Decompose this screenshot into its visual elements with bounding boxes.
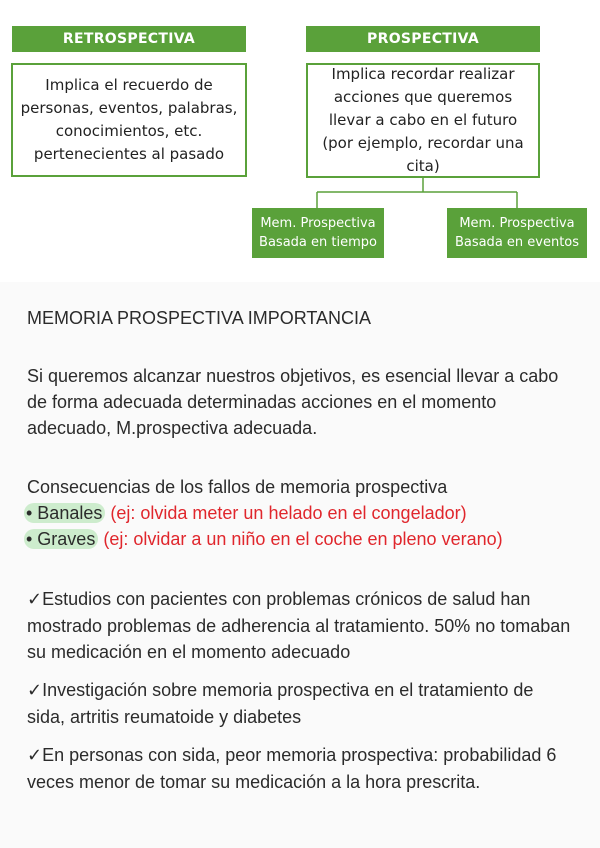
bullet-label-trivial: • Banales xyxy=(24,503,105,523)
prosp-desc-line: cita) xyxy=(406,157,440,175)
check-icon: ✓ xyxy=(27,745,43,766)
bullet-example-trivial: (ej: olvida meter un helado en el congelador) xyxy=(110,503,467,523)
bullet-item xyxy=(27,500,575,526)
check-text: Investigación sobre memoria prospectiva en el tratamiento de sida, artritis reumatoide y diabetes xyxy=(27,680,534,727)
retro-desc-line: personas, eventos, palabras, xyxy=(20,99,238,117)
retrospective-description xyxy=(11,63,247,177)
prosp-desc-line: (por ejemplo, recordar una xyxy=(322,134,524,152)
event-based-box: Mem. Prospectiva Basada en eventos xyxy=(447,208,587,258)
check-item xyxy=(27,742,575,795)
check-item xyxy=(27,586,575,665)
prosp-desc-line: llevar a cabo en el futuro xyxy=(328,111,518,129)
prospective-header: PROSPECTIVA xyxy=(306,26,540,52)
time-based-box: Mem. Prospectiva Basada en tiempo xyxy=(252,208,384,258)
prosp-desc-line: Implica recordar realizar xyxy=(331,65,515,83)
section-title: MEMORIA PROSPECTIVA IMPORTANCIA xyxy=(27,308,372,328)
bullet-item xyxy=(27,526,575,552)
retrospective-header: RETROSPECTIVA xyxy=(12,26,246,52)
prosp-desc-line: acciones que queremos xyxy=(333,88,513,106)
bullet-example-severe: (ej: olvidar a un niño en el coche en pleno verano) xyxy=(103,529,503,549)
retro-desc-line: conocimientos, etc. xyxy=(55,122,203,140)
check-icon: ✓ xyxy=(27,589,43,610)
retro-desc-line: pertenecientes al pasado xyxy=(33,145,225,163)
prospective-description xyxy=(306,63,540,178)
check-icon: ✓ xyxy=(27,680,43,701)
intro-paragraph: Si queremos alcanzar nuestros objetivos, es esencial llevar a cabo de forma adecuada determinadas acciones en el momento adecuado, M.prospectiva adecuada. xyxy=(27,366,559,438)
consequences-heading: Consecuencias de los fallos de memoria prospectiva xyxy=(27,477,448,497)
retro-desc-line: Implica el recuerdo de xyxy=(45,76,213,94)
notes-content xyxy=(27,305,575,795)
check-item xyxy=(27,677,575,730)
check-text: En personas con sida, peor memoria prospectiva: probabilidad 6 veces menor de tomar su medicación a la hora prescrita. xyxy=(27,745,557,792)
memory-types-diagram xyxy=(0,0,600,282)
check-text: Estudios con pacientes con problemas crónicos de salud han mostrado problemas de adherencia al tratamiento. 50% no tomaban su medicación en el momento adecuado xyxy=(27,589,571,662)
bullet-label-severe: • Graves xyxy=(24,529,98,549)
